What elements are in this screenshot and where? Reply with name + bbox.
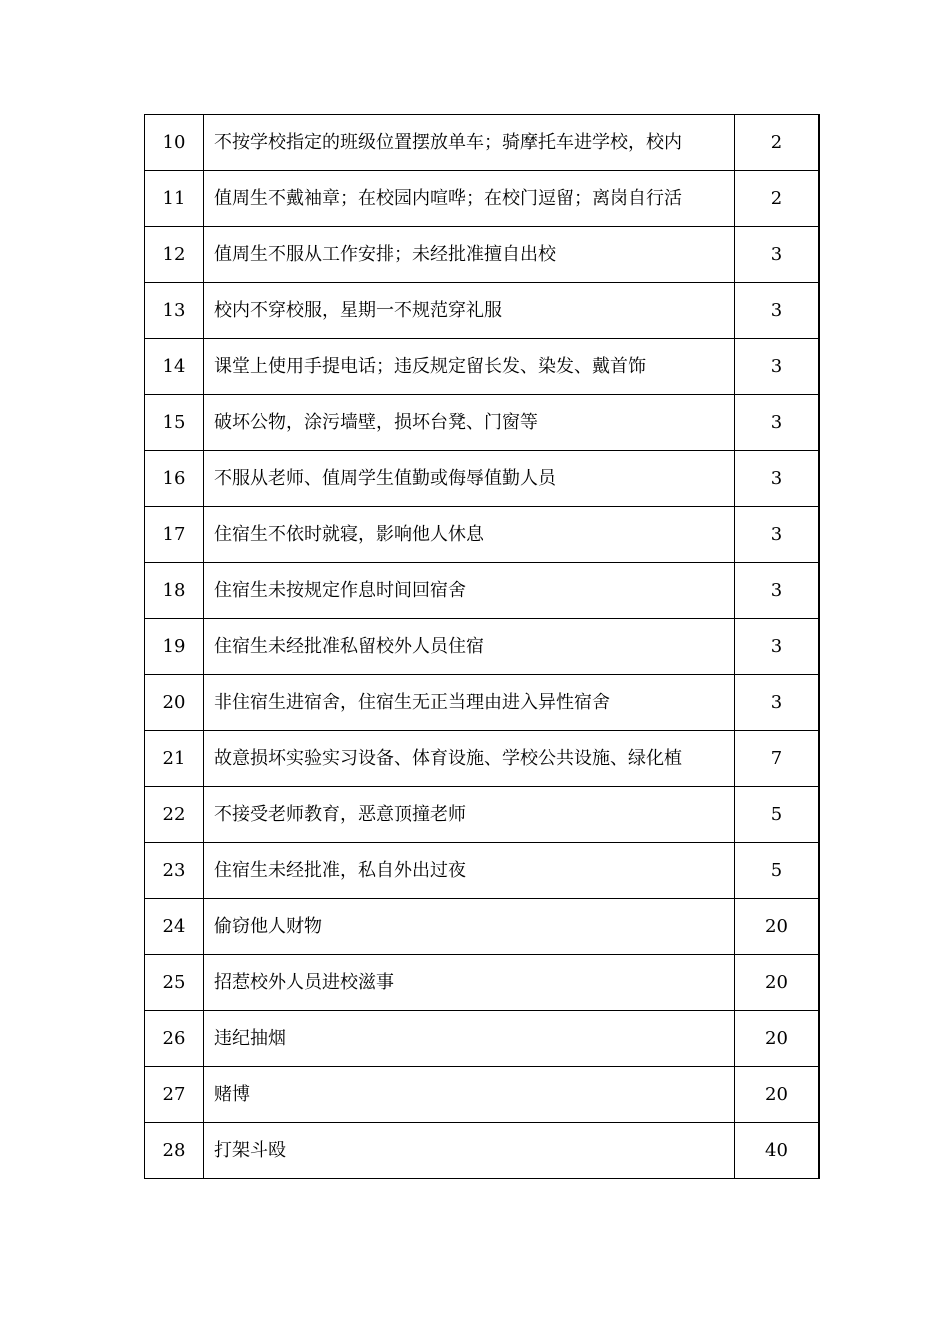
table-row [145,787,820,843]
row-number: 16 [145,451,204,507]
deduction-points: 3 [735,339,820,395]
table-row [145,563,820,619]
deduction-points: 3 [735,227,820,283]
table-row [145,1011,820,1067]
deduction-points: 5 [735,787,820,843]
violation-description: 值周生不戴袖章；在校园内喧哗；在校门逗留；离岗自行活 [204,171,735,227]
deduction-points: 3 [735,283,820,339]
table-row [145,507,820,563]
deduction-points: 3 [735,619,820,675]
violation-table [144,114,820,1179]
violation-description: 课堂上使用手提电话；违反规定留长发、染发、戴首饰 [204,339,735,395]
violation-description: 招惹校外人员进校滋事 [204,955,735,1011]
violation-description: 住宿生不依时就寝，影响他人休息 [204,507,735,563]
table-row [145,619,820,675]
row-number: 17 [145,507,204,563]
row-number: 19 [145,619,204,675]
row-number: 28 [145,1123,204,1179]
row-number: 15 [145,395,204,451]
table-row [145,171,820,227]
row-number: 14 [145,339,204,395]
violation-description: 非住宿生进宿舍，住宿生无正当理由进入异性宿舍 [204,675,735,731]
violation-description: 违纪抽烟 [204,1011,735,1067]
violation-description: 不接受老师教育，恶意顶撞老师 [204,787,735,843]
row-number: 20 [145,675,204,731]
violation-description: 值周生不服从工作安排；未经批准擅自出校 [204,227,735,283]
deduction-points: 3 [735,675,820,731]
violation-description: 赌博 [204,1067,735,1123]
table-row [145,675,820,731]
table-row [145,227,820,283]
table-row [145,731,820,787]
violation-description: 偷窃他人财物 [204,899,735,955]
table-row [145,115,820,171]
deduction-points: 5 [735,843,820,899]
table-row [145,843,820,899]
row-number: 21 [145,731,204,787]
violation-description: 住宿生未经批准，私自外出过夜 [204,843,735,899]
row-number: 27 [145,1067,204,1123]
row-number: 25 [145,955,204,1011]
deduction-points: 20 [735,1011,820,1067]
violation-description: 打架斗殴 [204,1123,735,1179]
table-row [145,283,820,339]
violation-description: 破坏公物，涂污墙壁，损坏台凳、门窗等 [204,395,735,451]
deduction-points: 3 [735,395,820,451]
deduction-points: 20 [735,955,820,1011]
table-row [145,1123,820,1179]
row-number: 26 [145,1011,204,1067]
violation-description: 不按学校指定的班级位置摆放单车；骑摩托车进学校，校内 [204,115,735,171]
row-number: 13 [145,283,204,339]
violation-description: 不服从老师、值周学生值勤或侮辱值勤人员 [204,451,735,507]
violation-description: 故意损坏实验实习设备、体育设施、学校公共设施、绿化植 [204,731,735,787]
violation-description: 住宿生未按规定作息时间回宿舍 [204,563,735,619]
violation-description: 住宿生未经批准私留校外人员住宿 [204,619,735,675]
table-row [145,955,820,1011]
deduction-points: 2 [735,171,820,227]
deduction-points: 2 [735,115,820,171]
row-number: 23 [145,843,204,899]
row-number: 22 [145,787,204,843]
deduction-points: 3 [735,563,820,619]
deduction-points: 20 [735,1067,820,1123]
deduction-points: 40 [735,1123,820,1179]
table-row [145,1067,820,1123]
row-number: 12 [145,227,204,283]
table-row [145,451,820,507]
deduction-points: 3 [735,451,820,507]
deduction-points: 7 [735,731,820,787]
table-row [145,339,820,395]
deduction-points: 3 [735,507,820,563]
row-number: 10 [145,115,204,171]
row-number: 18 [145,563,204,619]
violation-description: 校内不穿校服，星期一不规范穿礼服 [204,283,735,339]
table-row [145,899,820,955]
row-number: 11 [145,171,204,227]
table-row [145,395,820,451]
row-number: 24 [145,899,204,955]
deduction-points: 20 [735,899,820,955]
